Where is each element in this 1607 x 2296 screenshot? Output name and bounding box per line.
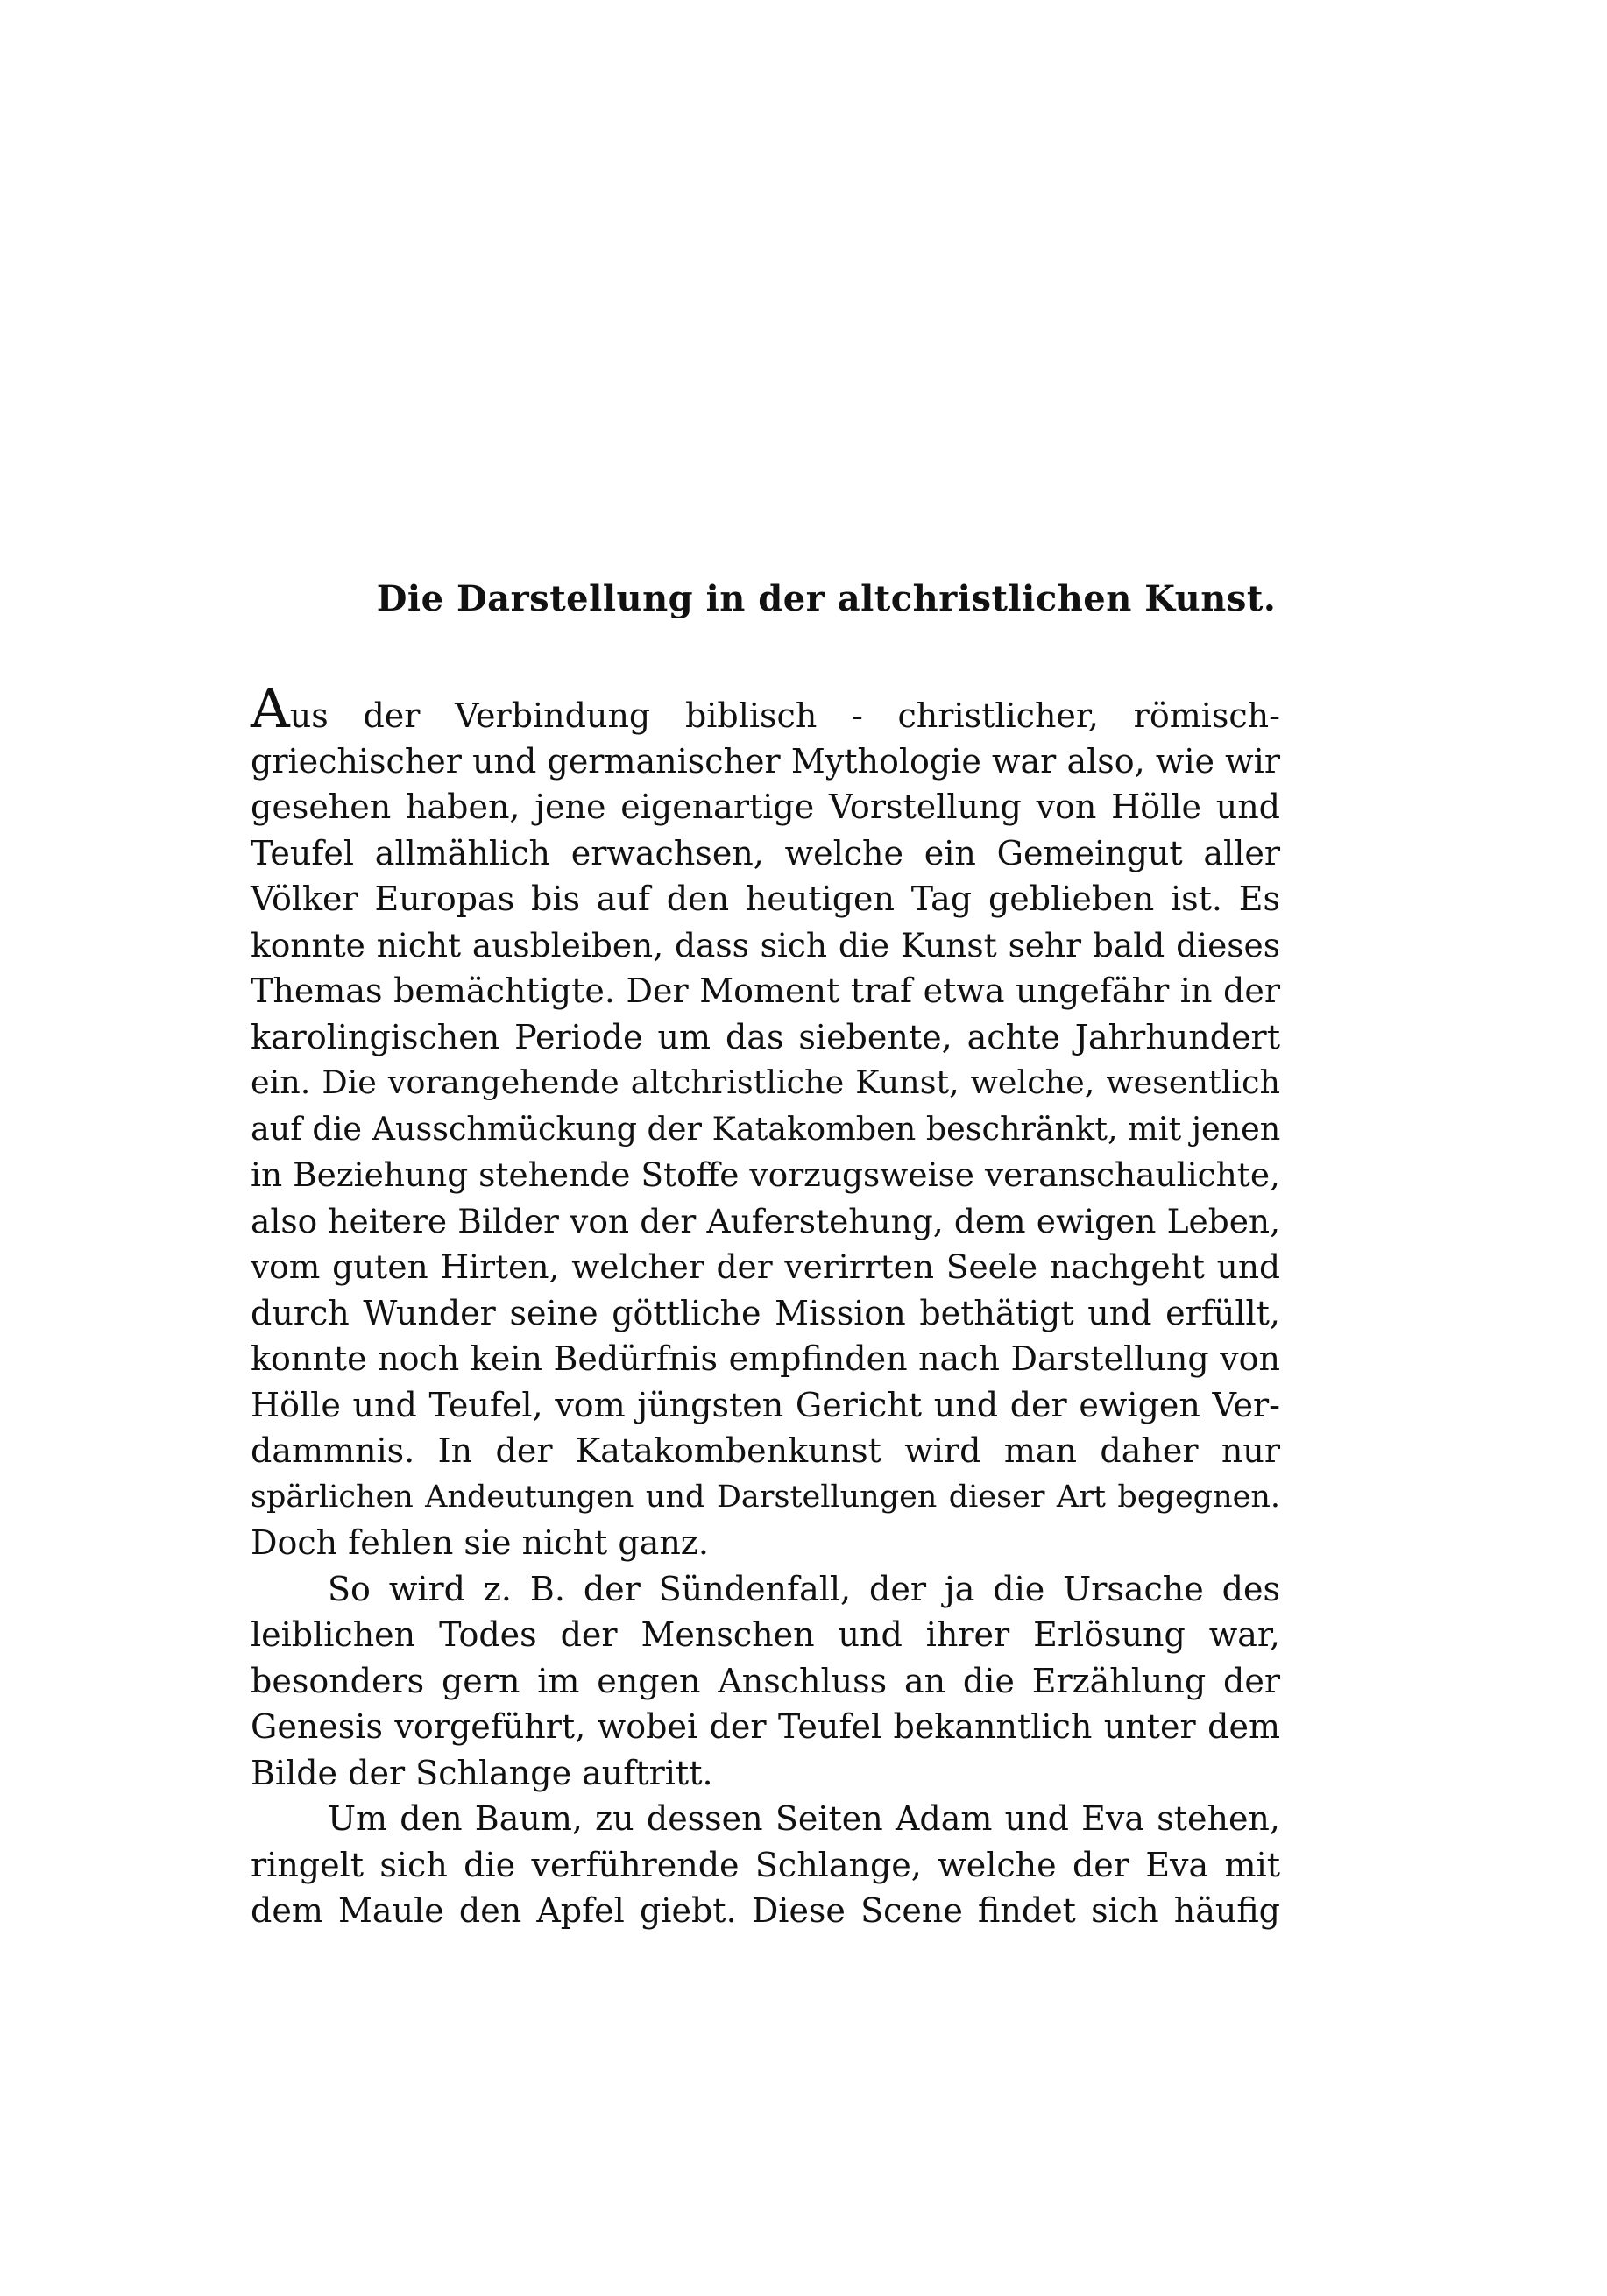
text-line: dammnis. In der Katakombenkunst wird man daher nur	[251, 1431, 1280, 1470]
text-line: Teufel allmählich erwachsen, welche ein Gemeingut aller	[251, 833, 1280, 872]
text-line: also heitere Bilder von der Auferstehung, dem ewigen Leben,	[251, 1201, 1280, 1240]
text-line: Völker Europas bis auf den heutigen Tag geblieben ist. Es	[251, 880, 1280, 918]
text-line: ringelt sich die verführende Schlange, welche der Eva mit	[251, 1845, 1280, 1884]
text-line: spärlichen Andeutungen und Darstellungen dieser Art begegnen.	[251, 1479, 1280, 1515]
text-line: karolingischen Periode um das siebente, achte Jahrhundert	[251, 1017, 1280, 1056]
chapter-title: Die Darstellung in der altchristlichen Kunst.	[376, 578, 1277, 619]
text-line: Aus der Verbindung biblisch - christlicher, römisch-	[251, 676, 1280, 740]
text-line: konnte nicht ausbleiben, dass sich die Kunst sehr bald dieses	[251, 925, 1280, 964]
text-line: ein. Die vorangehende altchristliche Kunst, welche, wesentlich	[251, 1063, 1280, 1101]
text-line: besonders gern im engen Anschluss an die Erzählung der	[251, 1661, 1280, 1700]
text-line: durch Wunder seine göttliche Mission bethätigt und erfüllt,	[251, 1293, 1280, 1332]
text-line: Doch fehlen sie nicht ganz.	[251, 1523, 709, 1562]
text-line: dem Maule den Apfel giebt. Diese Scene findet sich häufig	[251, 1891, 1280, 1930]
text-line: griechischer und germanischer Mythologie war also, wie wir	[251, 741, 1280, 781]
drop-initial: A	[251, 676, 290, 740]
text-line: gesehen haben, jene eigenartige Vorstellung von Hölle und	[251, 788, 1280, 826]
text-line: Bilde der Schlange auftritt.	[251, 1753, 713, 1792]
text-line: auf die Ausschmückung der Katakomben beschränkt, mit jenen	[251, 1109, 1281, 1148]
text-line: Um den Baum, zu dessen Seiten Adam und Eva stehen,	[328, 1799, 1280, 1838]
text-line: Themas bemächtigte. Der Moment traf etwa ungefähr in der	[251, 971, 1280, 1010]
text-line: vom guten Hirten, welcher der verirrten Seele nachgeht und	[251, 1247, 1280, 1286]
text-line: Genesis vorgeführt, wobei der Teufel bekanntlich unter dem	[251, 1707, 1280, 1746]
text-line: in Beziehung stehende Stoffe vorzugsweise veranschaulichte,	[251, 1155, 1280, 1194]
body-text	[251, 676, 1281, 1934]
text-line: So wird z. B. der Sündenfall, der ja die Ursache des	[328, 1569, 1280, 1608]
text-line: leiblichen Todes der Menschen und ihrer Erlösung war,	[251, 1615, 1280, 1654]
text-line: Hölle und Teufel, vom jüngsten Gericht und der ewigen Ver-	[251, 1385, 1280, 1424]
text-line: konnte noch kein Bedürfnis empfinden nach Darstellung von	[251, 1339, 1280, 1378]
